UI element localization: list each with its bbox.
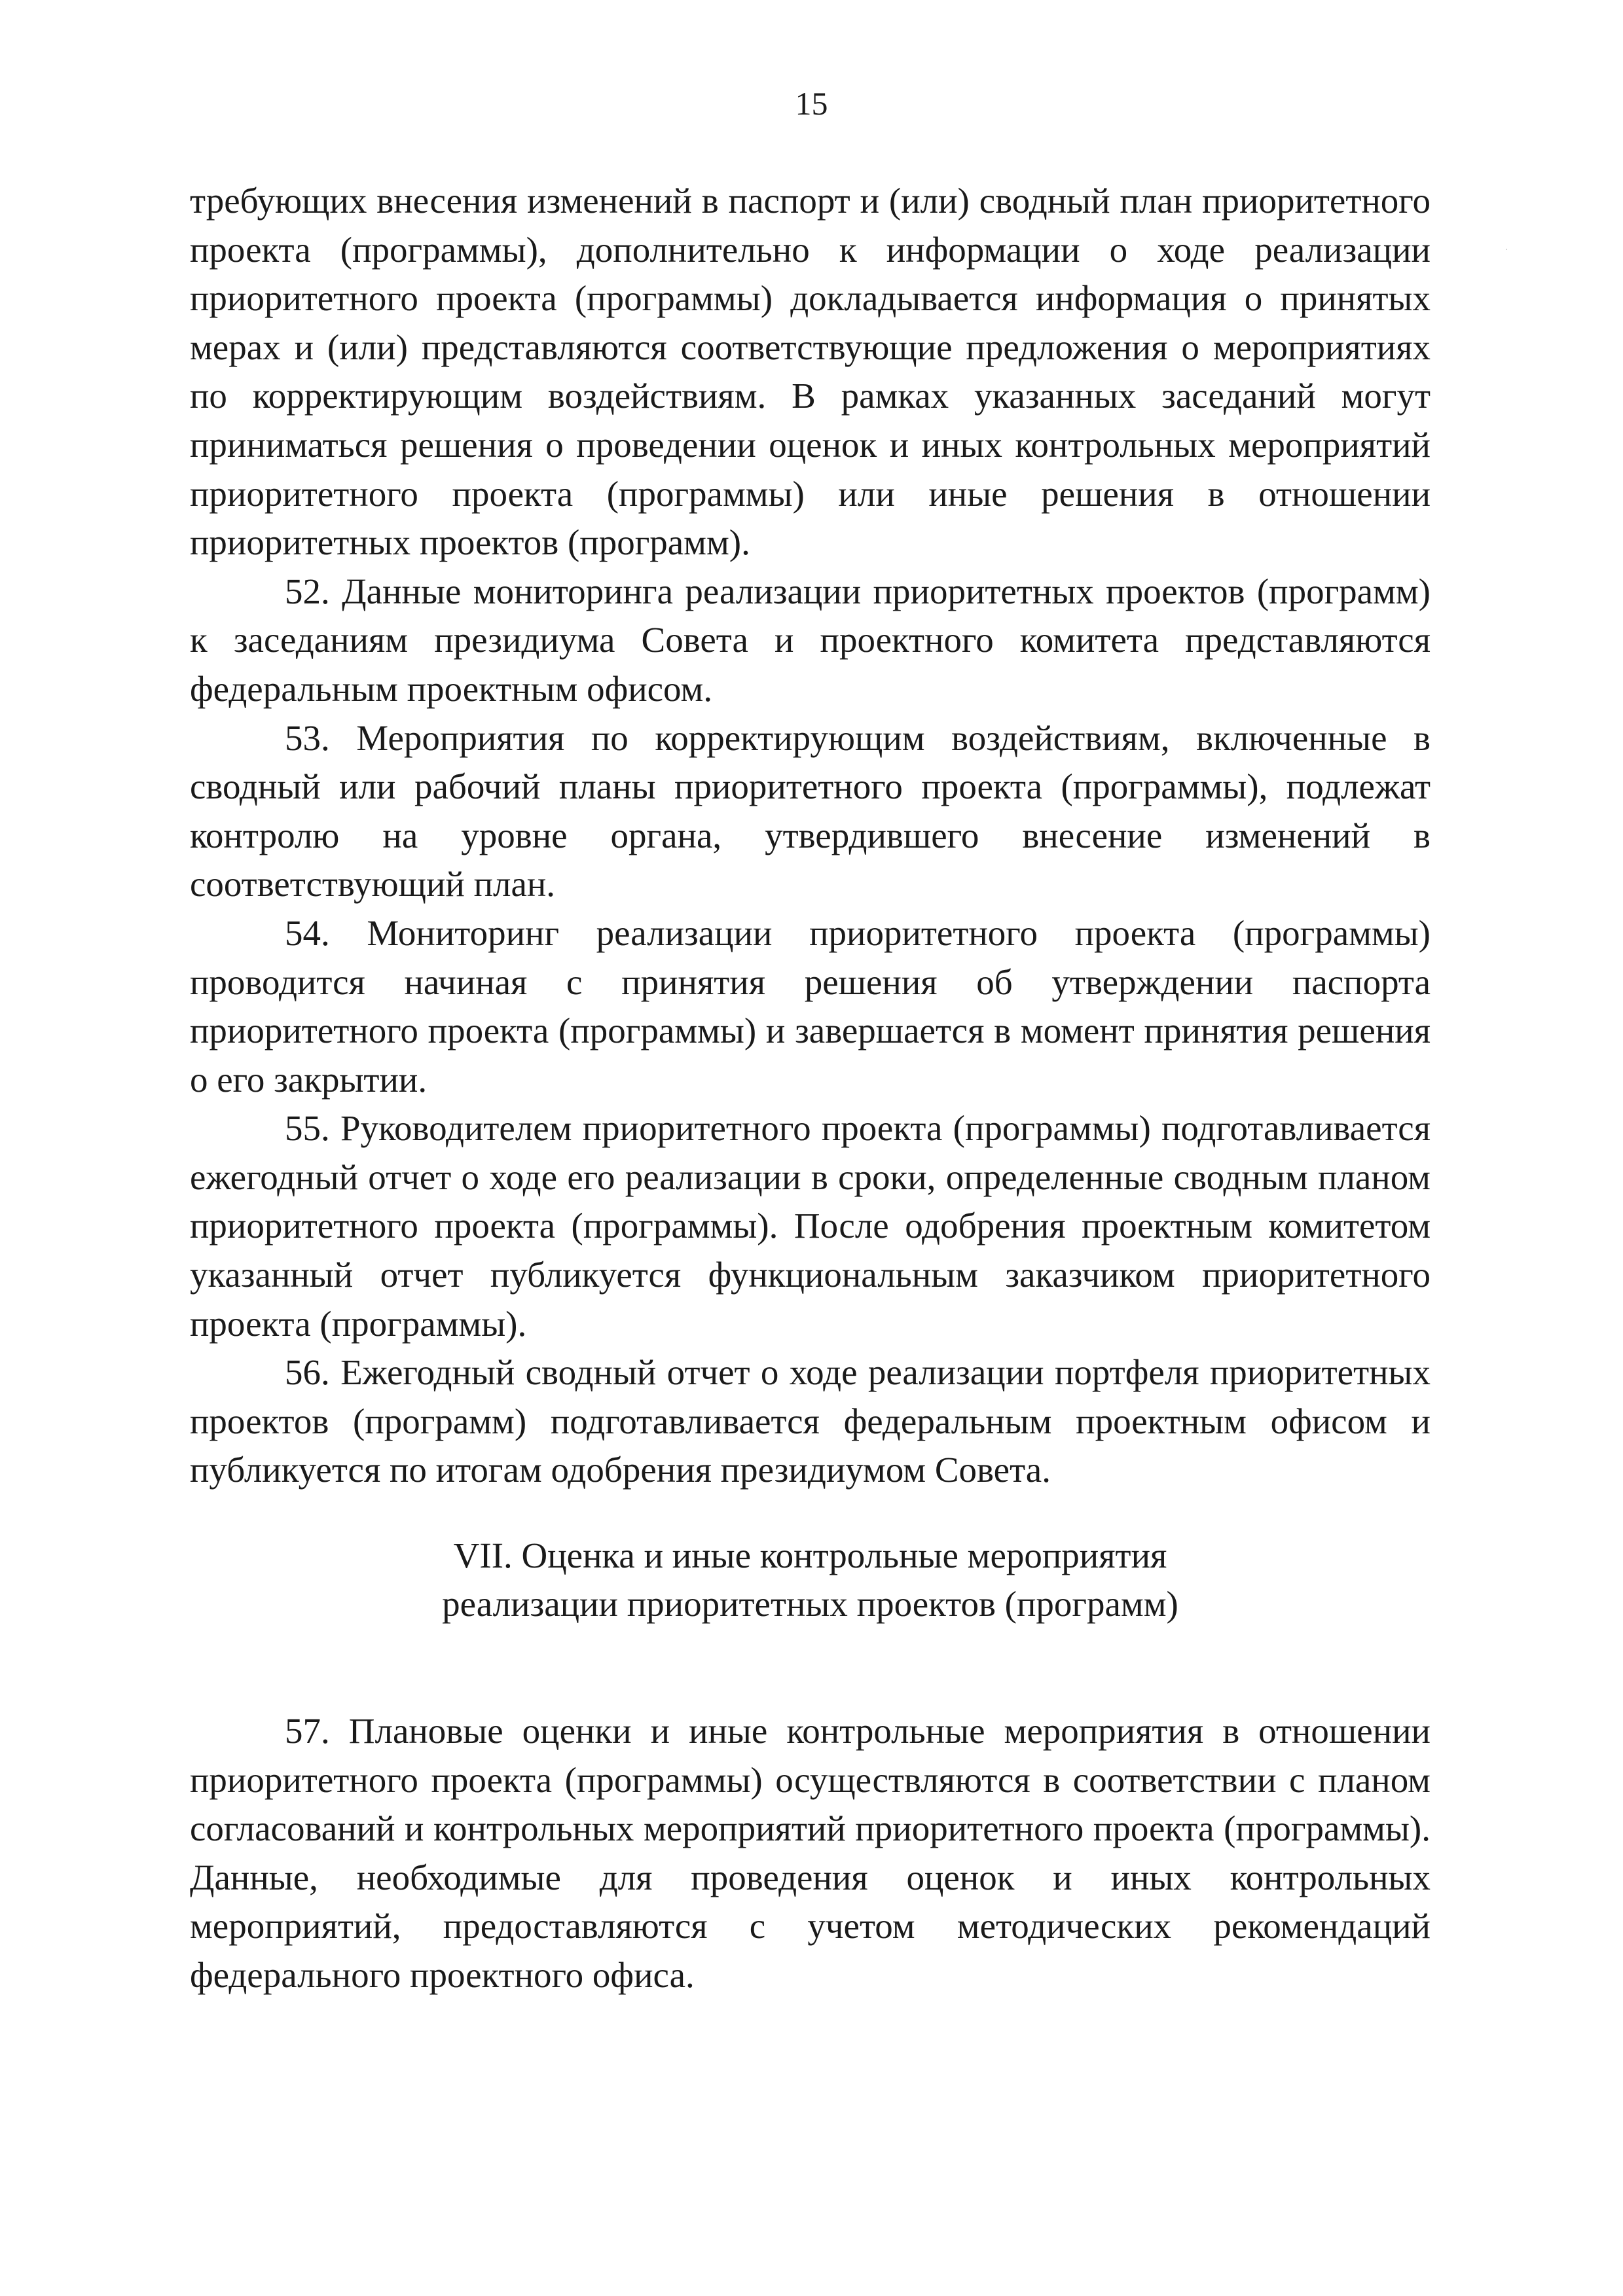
section-heading-line-2: реализации приоритетных проектов (программ) <box>442 1584 1178 1624</box>
paragraph-52: 52. Данные мониторинга реализации приоритетных проектов (программ) к заседаниям президиума Совета и проектного комитета представляются федеральным проектным офисом. <box>190 571 1431 709</box>
spacer <box>190 1628 1431 1707</box>
section-heading <box>190 1532 1431 1628</box>
paragraph-53: 53. Мероприятия по корректирующим воздействиям, включенные в сводный или рабочий планы приоритетного проекта (программы), подлежат контролю на уровне органа, утвердившего внесение изменений в соответствующий план. <box>190 717 1431 905</box>
paragraph-continuation: требующих внесения изменений в паспорт и (или) сводный план приоритетного проекта (программы), дополнительно к информации о ходе реализации приоритетного проекта (программы) докладывается информация о принятых мерах и (или) представляются соответствующие предложения о мероприятиях по корректирующим воздействиям. В рамках указанных заседаний могут приниматься решения о проведении оценок и иных контрольных мероприятий приоритетного проекта (программы) или иные решения в отношении приоритетных проектов (программ). <box>190 181 1431 563</box>
paragraph-54: 54. Мониторинг реализации приоритетного проекта (программы) проводится начиная с принятия решения об утверждении паспорта приоритетного проекта (программы) и завершается в момент принятия решения о его закрытии. <box>190 912 1431 1100</box>
page-number: 15 <box>795 85 828 122</box>
document-body <box>190 177 1431 2000</box>
scan-artifact <box>1506 249 1507 250</box>
paragraph-55: 55. Руководителем приоритетного проекта (программы) подготавливается ежегодный отчет о ходе его реализации в сроки, определенные сводным планом приоритетного проекта (программы). После одобрения проектным комитетом указанный отчет публикуется функциональным заказчиком приоритетного проекта (программы). <box>190 1108 1431 1344</box>
section-heading-line-1: VII. Оценка и иные контрольные мероприятия <box>453 1535 1167 1576</box>
paragraph-56: 56. Ежегодный сводный отчет о ходе реализации портфеля приоритетных проектов (программ) подготавливается федеральным проектным офисом и публикуется по итогам одобрения президиумом Совета. <box>190 1352 1431 1490</box>
paragraph-57: 57. Плановые оценки и иные контрольные мероприятия в отношении приоритетного проекта (программы) осуществляются в соответствии с планом согласований и контрольных мероприятий приоритетного проекта (программы). Данные, необходимые для проведения оценок и иных контрольных мероприятий, предоставляются с учетом методических рекомендаций федерального проектного офиса. <box>190 1711 1431 1995</box>
